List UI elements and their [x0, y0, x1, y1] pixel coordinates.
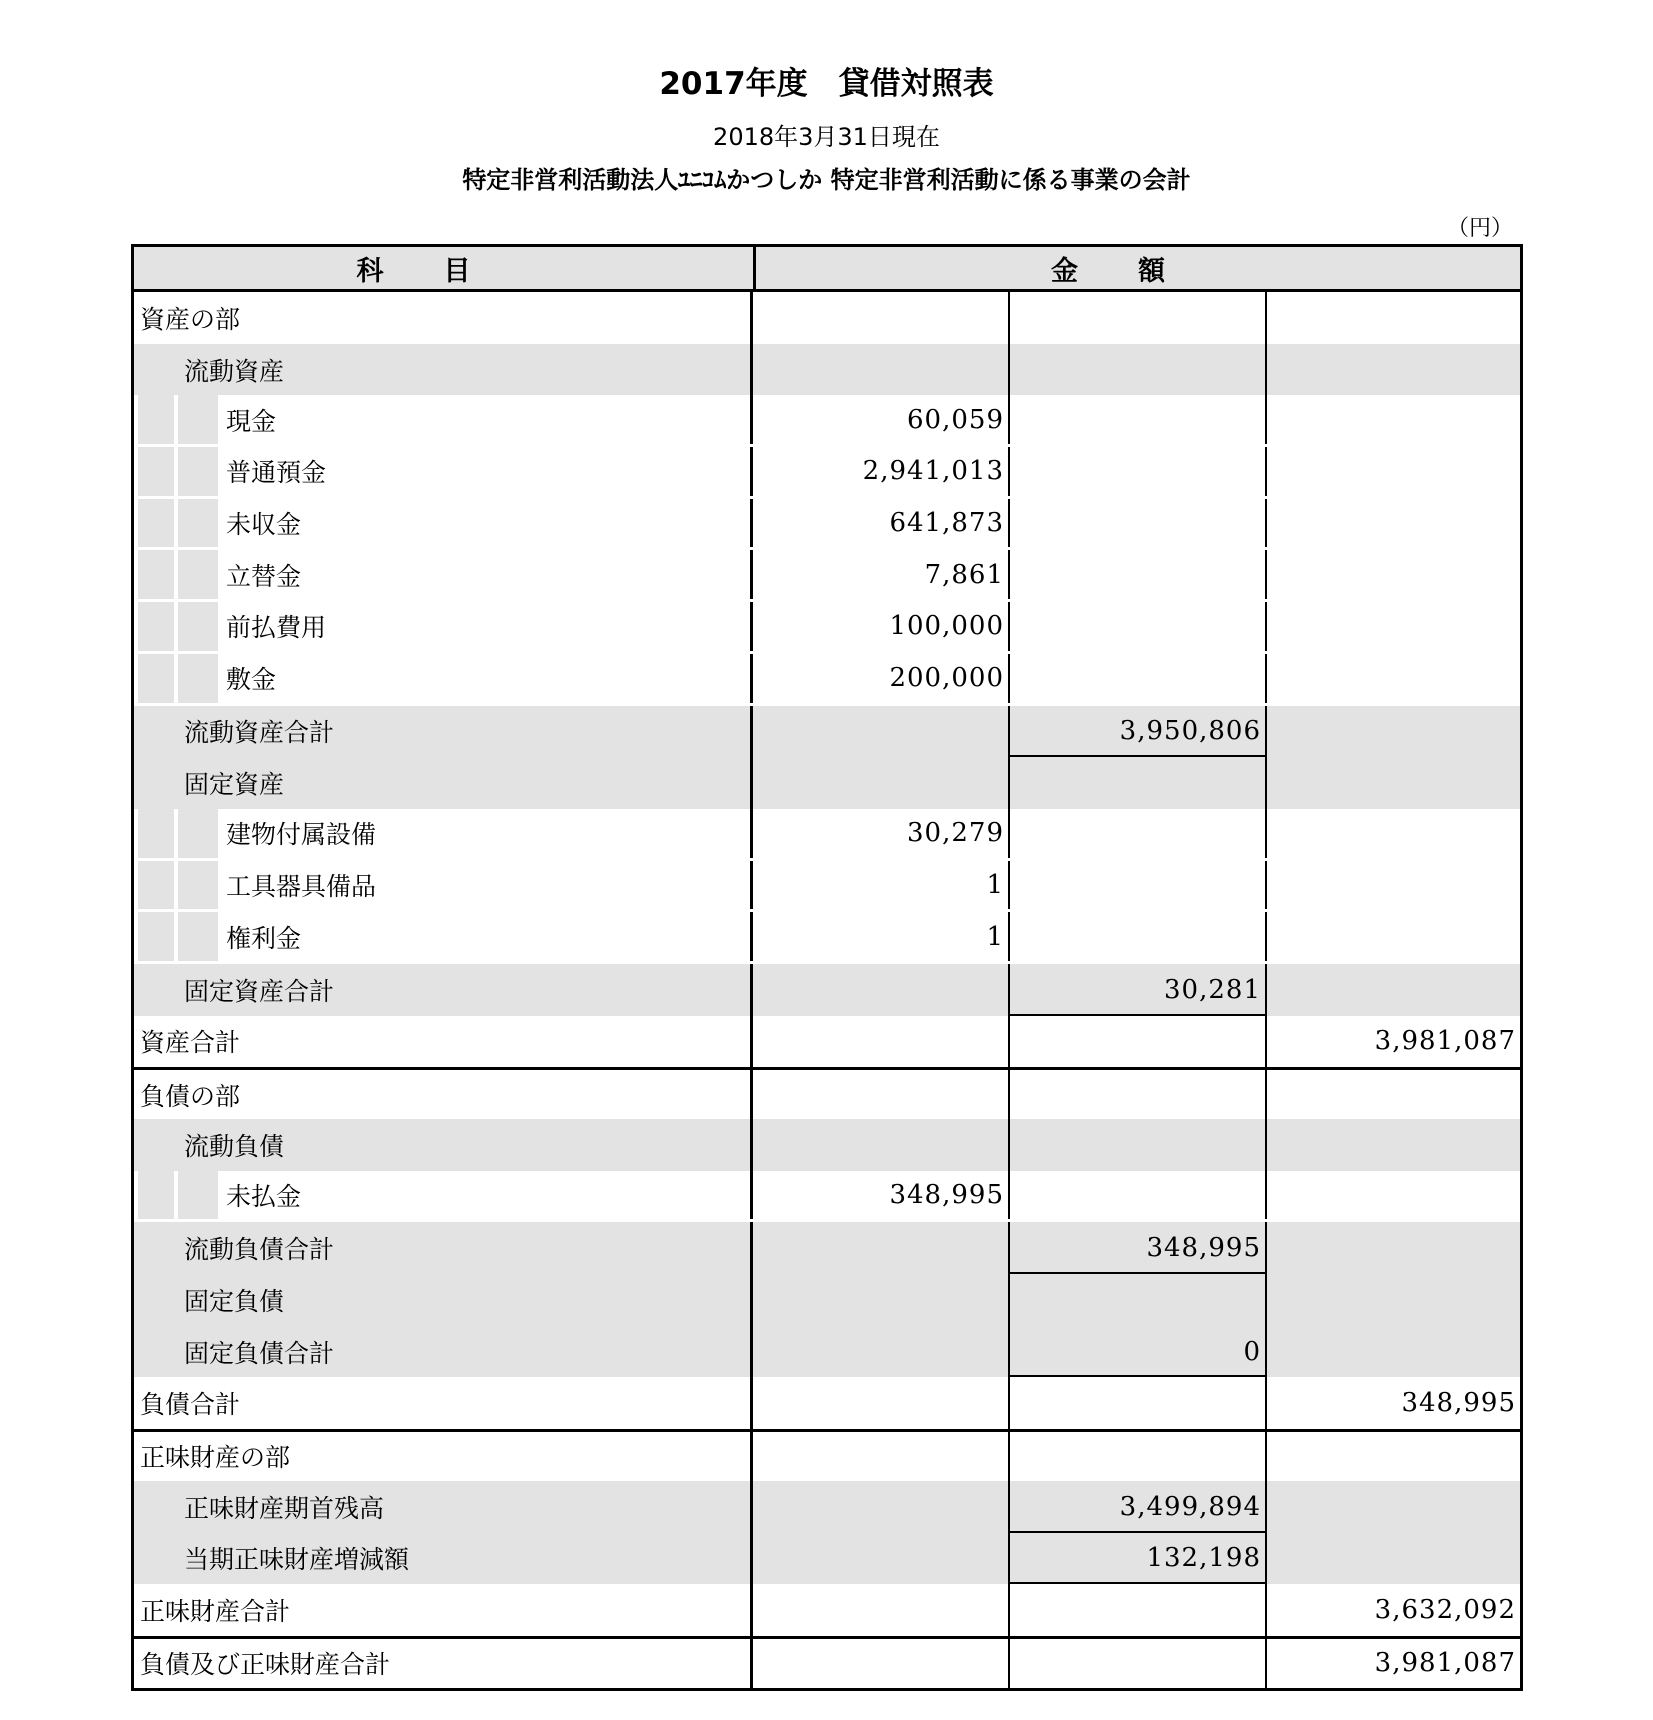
as-of-date: 2018年3月31日現在: [713, 123, 940, 151]
amount-cell: [1010, 344, 1267, 396]
amount-cell: [1267, 292, 1520, 344]
amount-cell: [1267, 602, 1520, 651]
amount-cell: [753, 1377, 1010, 1429]
amount-cell: 200,000: [753, 654, 1010, 703]
row-label: 立替金: [134, 550, 753, 599]
amount-cell: [1267, 654, 1520, 703]
amount-cell: [753, 1432, 1010, 1481]
amount-cell: 348,995: [1401, 1388, 1516, 1419]
amount-cell: [1267, 550, 1520, 599]
amount-cell: [1267, 964, 1520, 1016]
amount-cell: 1: [753, 912, 1010, 961]
amount-cell: 7,861: [753, 550, 1010, 599]
row-label: 当期正味財産増減額: [134, 1533, 753, 1585]
table-header: [134, 247, 1520, 292]
table-row: [134, 1119, 1520, 1171]
amount-cell: [1267, 861, 1520, 910]
row-label: 権利金: [134, 912, 753, 961]
table-row: [134, 1222, 1520, 1274]
table-row: [134, 912, 1520, 964]
organization-name: 特定非営利活動法人ﾕﾆｺﾑかつしか 特定非営利活動に係る事業の会計: [462, 166, 1191, 194]
amount-cell: [753, 1016, 1010, 1068]
amount-cell: [1267, 447, 1520, 496]
amount-cell: [1267, 1432, 1520, 1481]
amount-cell: [1267, 809, 1520, 858]
row-label: 正味財産の部: [134, 1432, 753, 1481]
amount-cell: [1267, 1533, 1520, 1585]
table-row: [134, 1584, 1520, 1636]
amount-cell: 60,059: [753, 395, 1010, 444]
amount-cell: 132,198: [1010, 1533, 1267, 1585]
row-label: 普通預金: [134, 447, 753, 496]
amount-cell: [1010, 1377, 1267, 1429]
amount-column-header: 金額: [1051, 255, 1225, 287]
amount-cell: 30,279: [753, 809, 1010, 858]
amount-cell: [1010, 1119, 1267, 1171]
amount-cell: [1010, 1016, 1267, 1068]
amount-cell: 3,632,092: [1374, 1595, 1516, 1626]
row-label: 未収金: [134, 499, 753, 548]
row-label: 資産合計: [134, 1016, 753, 1068]
amount-cell: [1010, 292, 1267, 344]
amount-cell: [1267, 706, 1520, 758]
amount-cell: 0: [1010, 1326, 1267, 1378]
table-row: [134, 1636, 1520, 1688]
amount-cell: 3,499,894: [1010, 1481, 1267, 1533]
amount-cell: [753, 292, 1010, 344]
table-row: [134, 1326, 1520, 1378]
row-label: 負債の部: [134, 1070, 753, 1119]
row-label: 負債及び正味財産合計: [134, 1639, 753, 1688]
table-row: [134, 602, 1520, 654]
table-row: [134, 1171, 1520, 1223]
amount-cell: 3,981,087: [1374, 1648, 1516, 1679]
amount-cell: [1267, 1222, 1520, 1274]
amount-cell: [1010, 1639, 1267, 1688]
amount-cell: [1267, 344, 1520, 396]
amount-cell: [1267, 1274, 1520, 1326]
balance-sheet-table: [131, 244, 1523, 1691]
table-row: [134, 706, 1520, 758]
table-row: [134, 447, 1520, 499]
amount-cell: [753, 1274, 1010, 1326]
amount-cell: 1: [753, 861, 1010, 910]
amount-cell: 3,981,087: [1374, 1026, 1516, 1057]
table-row: [134, 1274, 1520, 1326]
amount-cell: [753, 1070, 1010, 1119]
amount-cell: [1267, 757, 1520, 809]
amount-cell: [1010, 1274, 1267, 1326]
amount-cell: 641,873: [753, 499, 1010, 548]
amount-cell: [753, 706, 1010, 758]
row-label: 正味財産期首残高: [134, 1481, 753, 1533]
amount-cell: 30,281: [1010, 964, 1267, 1016]
row-label: 流動負債合計: [134, 1222, 753, 1274]
amount-cell: [1010, 757, 1267, 809]
amount-cell: [753, 1222, 1010, 1274]
amount-cell: [1267, 1119, 1520, 1171]
amount-cell: [753, 1533, 1010, 1585]
amount-cell: [1267, 1326, 1520, 1378]
row-label: 固定資産: [134, 757, 753, 809]
row-label: 未払金: [134, 1171, 753, 1220]
row-label: 現金: [134, 395, 753, 444]
amount-cell: [1267, 395, 1520, 444]
table-row: [134, 395, 1520, 447]
row-label: 固定負債: [134, 1274, 753, 1326]
amount-cell: 3,950,806: [1010, 706, 1267, 758]
row-label: 敷金: [134, 654, 753, 703]
row-label: 正味財産合計: [134, 1584, 753, 1636]
row-label: 固定資産合計: [134, 964, 753, 1016]
amount-cell: [1010, 1070, 1267, 1119]
amount-cell: [753, 1481, 1010, 1533]
amount-cell: 348,995: [1010, 1222, 1267, 1274]
amount-cell: [753, 1639, 1010, 1688]
currency-unit: （円）: [1446, 216, 1513, 241]
table-row: [134, 1377, 1520, 1429]
row-label: 工具器具備品: [134, 861, 753, 910]
amount-cell: [1010, 1584, 1267, 1636]
table-row: [134, 809, 1520, 861]
subject-column-header: 科目: [134, 247, 756, 289]
amount-cell: [1010, 912, 1267, 961]
row-label: 流動資産: [134, 344, 753, 396]
row-label: 固定負債合計: [134, 1326, 753, 1378]
table-row: [134, 499, 1520, 551]
row-label: 流動資産合計: [134, 706, 753, 758]
row-label: 負債合計: [134, 1377, 753, 1429]
row-label: 建物付属設備: [134, 809, 753, 858]
amount-cell: [1010, 809, 1267, 858]
amount-cell: [1010, 499, 1267, 548]
amount-cell: [1010, 1171, 1267, 1220]
table-row: [134, 1533, 1520, 1585]
amount-cell: [1010, 861, 1267, 910]
table-row: [134, 344, 1520, 396]
amount-cell: 348,995: [753, 1171, 1010, 1220]
amount-cell: [1010, 395, 1267, 444]
amount-cell: [753, 1584, 1010, 1636]
amount-cell: [753, 344, 1010, 396]
amount-cell: [753, 757, 1010, 809]
amount-cell: [1267, 1171, 1520, 1220]
amount-cell: [1010, 602, 1267, 651]
table-row: [134, 1016, 1520, 1068]
amount-cell: [1267, 912, 1520, 961]
table-row: [134, 861, 1520, 913]
amount-cell: [1010, 550, 1267, 599]
amount-cell: 2,941,013: [753, 447, 1010, 496]
table-row: [134, 964, 1520, 1016]
amount-cell: [1267, 1481, 1520, 1533]
row-label: 前払費用: [134, 602, 753, 651]
table-row: [134, 292, 1520, 344]
table-row: [134, 1067, 1520, 1119]
amount-cell: 100,000: [753, 602, 1010, 651]
table-row: [134, 550, 1520, 602]
amount-cell: [753, 1326, 1010, 1378]
table-row: [134, 1481, 1520, 1533]
amount-cell: [1010, 447, 1267, 496]
amount-cell: [753, 964, 1010, 1016]
amount-cell: [1267, 499, 1520, 548]
amount-cell: [1267, 1070, 1520, 1119]
amount-cell: [1010, 654, 1267, 703]
amount-cell: [753, 1119, 1010, 1171]
row-label: 流動負債: [134, 1119, 753, 1171]
table-row: [134, 757, 1520, 809]
document-title: 2017年度 貸借対照表: [659, 66, 994, 102]
amount-cell: [1010, 1432, 1267, 1481]
row-label: 資産の部: [134, 292, 753, 344]
table-row: [134, 654, 1520, 706]
table-row: [134, 1429, 1520, 1481]
